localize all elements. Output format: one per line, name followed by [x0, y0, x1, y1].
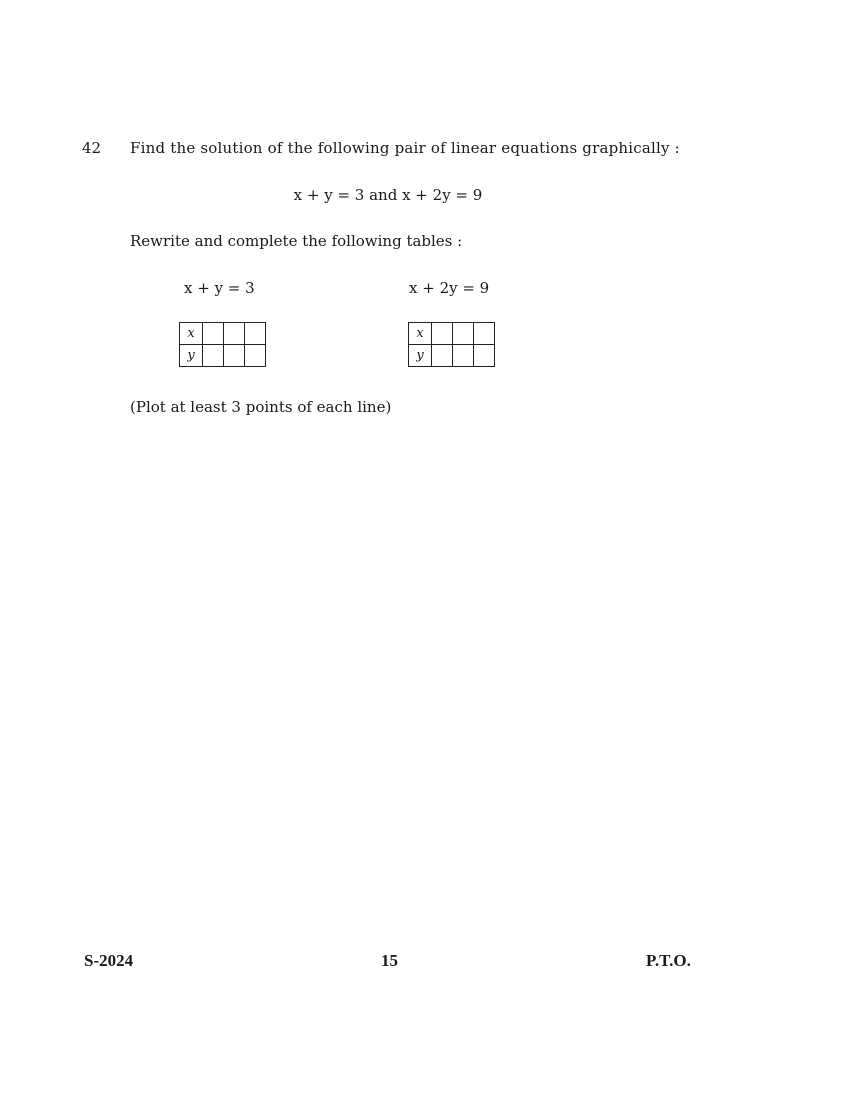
equation-pair: x + y = 3 and x + 2y = 9 — [293, 186, 483, 204]
row-label-x: x — [409, 323, 432, 345]
values-table-2 — [408, 322, 495, 367]
empty-cell — [224, 323, 245, 345]
row-label-y: y — [180, 345, 203, 367]
question-number: 42 — [82, 139, 102, 157]
row-label-x: x — [180, 323, 203, 345]
question-text: Find the solution of the following pair of linear equations graphically : — [130, 139, 680, 157]
table-row — [180, 345, 266, 367]
row-label-y: y — [409, 345, 432, 367]
empty-cell — [474, 345, 495, 367]
instruction-text: Rewrite and complete the following tables : — [130, 232, 463, 250]
empty-cell — [432, 345, 453, 367]
empty-cell — [432, 323, 453, 345]
table-row — [180, 323, 266, 345]
empty-cell — [203, 323, 224, 345]
table-1-equation: x + y = 3 — [184, 279, 255, 297]
table-row — [409, 345, 495, 367]
page-number: 15 — [381, 951, 398, 970]
table-row — [409, 323, 495, 345]
empty-cell — [474, 323, 495, 345]
please-turn-over: P.T.O. — [646, 951, 691, 970]
table-2-equation: x + 2y = 9 — [409, 279, 490, 297]
empty-cell — [203, 345, 224, 367]
values-table-1 — [179, 322, 266, 367]
empty-cell — [245, 345, 266, 367]
exam-code: S-2024 — [84, 951, 134, 970]
plot-note: (Plot at least 3 points of each line) — [130, 398, 392, 416]
empty-cell — [453, 345, 474, 367]
empty-cell — [224, 345, 245, 367]
empty-cell — [453, 323, 474, 345]
empty-cell — [245, 323, 266, 345]
